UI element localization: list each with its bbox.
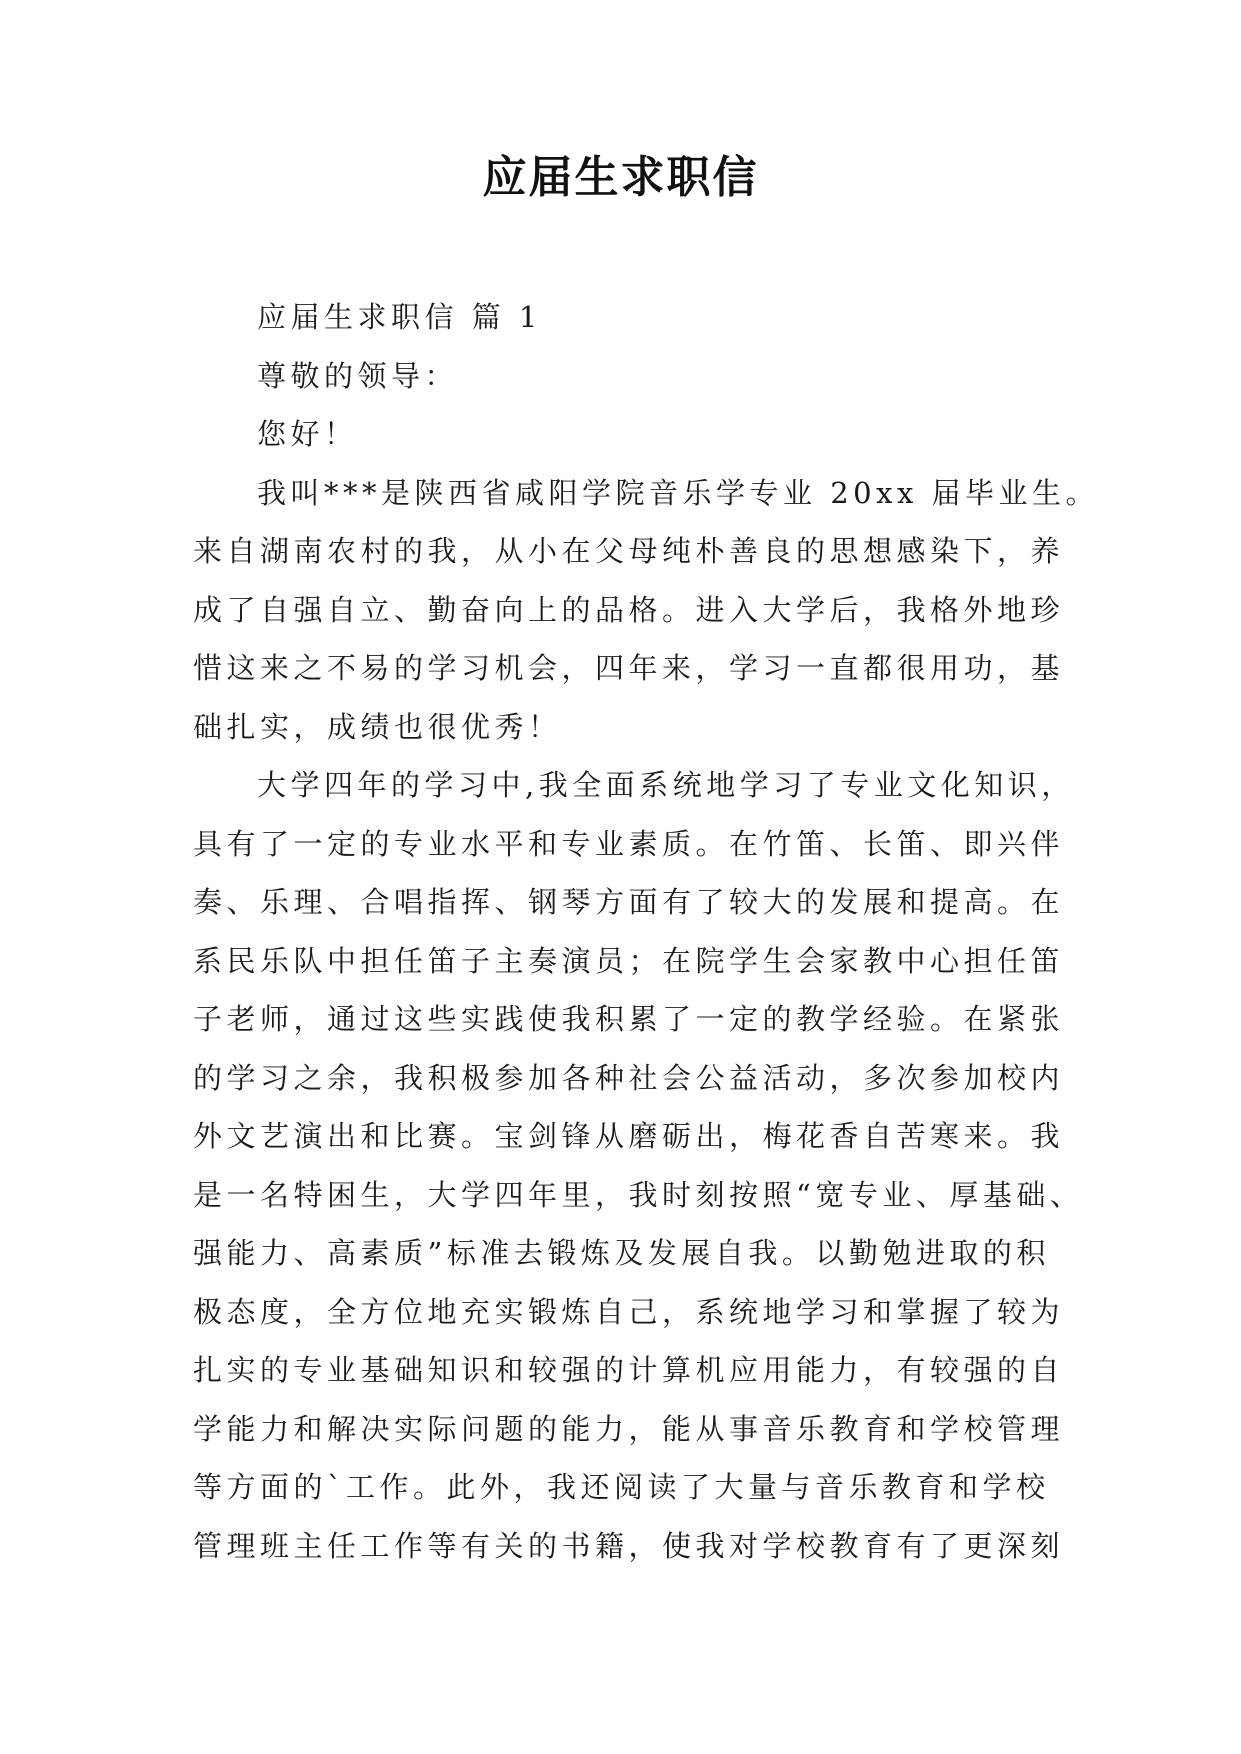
paragraph-line: 强能力、高素质”标准去锻炼及发展自我。以勤勉进取的积: [193, 1236, 1050, 1270]
paragraph-line: 来自湖南农村的我，从小在父母纯朴善良的思想感染下，养: [193, 534, 1065, 568]
paragraph-line: 极态度，全方位地充实锻炼自己，系统地学习和掌握了较为: [193, 1294, 1065, 1329]
paragraph-line: 奏、乐理、合唱指挥、钢琴方面有了较大的发展和提高。在: [193, 885, 1065, 919]
paragraph-line: 础扎实，成绩也很优秀！: [193, 709, 562, 744]
paragraph-line: 扎实的专业基础知识和较强的计算机应用能力，有较强的自: [193, 1353, 1065, 1387]
paragraph-line: 等方面的`工作。此外，我还阅读了大量与音乐教育和学校: [193, 1470, 1050, 1504]
paragraph-line: 系民乐队中担任笛子主奏演员；在院学生会家教中心担任笛: [193, 943, 1065, 978]
paragraph-line: 管理班主任工作等有关的书籍，使我对学校教育有了更深刻: [193, 1528, 1065, 1563]
document-title: 应届生求职信: [482, 152, 759, 203]
paragraph-line: 惜这来之不易的学习机会，四年来，学习一直都很用功，基: [193, 651, 1065, 685]
paragraph-line: 学能力和解决实际问题的能力，能从事音乐教育和学校管理: [193, 1411, 1065, 1446]
paragraph-line: 成了自强自立、勤奋向上的品格。进入大学后，我格外地珍: [193, 592, 1065, 627]
section-heading: 应届生求职信 篇 1: [257, 300, 542, 334]
paragraph-line: 子老师，通过这些实践使我积累了一定的教学经验。在紧张: [193, 1002, 1065, 1036]
salutation: 尊敬的领导：: [257, 358, 459, 393]
document-body: [193, 288, 1100, 1575]
paragraph-line: 的学习之余，我积极参加各种社会公益活动，多次参加校内: [193, 1060, 1065, 1095]
greeting: 您好！: [257, 417, 358, 451]
paragraph-line: 我叫***是陕西省咸阳学院音乐学专业 20xx 届毕业生。: [257, 475, 1100, 510]
paragraph-line: 外文艺演出和比赛。宝剑锋从磨砺出，梅花香自苦寒来。我: [193, 1119, 1065, 1153]
paragraph-line: 是一名特困生，大学四年里，我时刻按照“宽专业、厚基础、: [193, 1177, 1084, 1212]
paragraph-line: 大学四年的学习中,我全面系统地学习了专业文化知识，: [257, 768, 1075, 802]
paragraph-line: 具有了一定的专业水平和专业素质。在竹笛、长笛、即兴伴: [193, 826, 1065, 861]
